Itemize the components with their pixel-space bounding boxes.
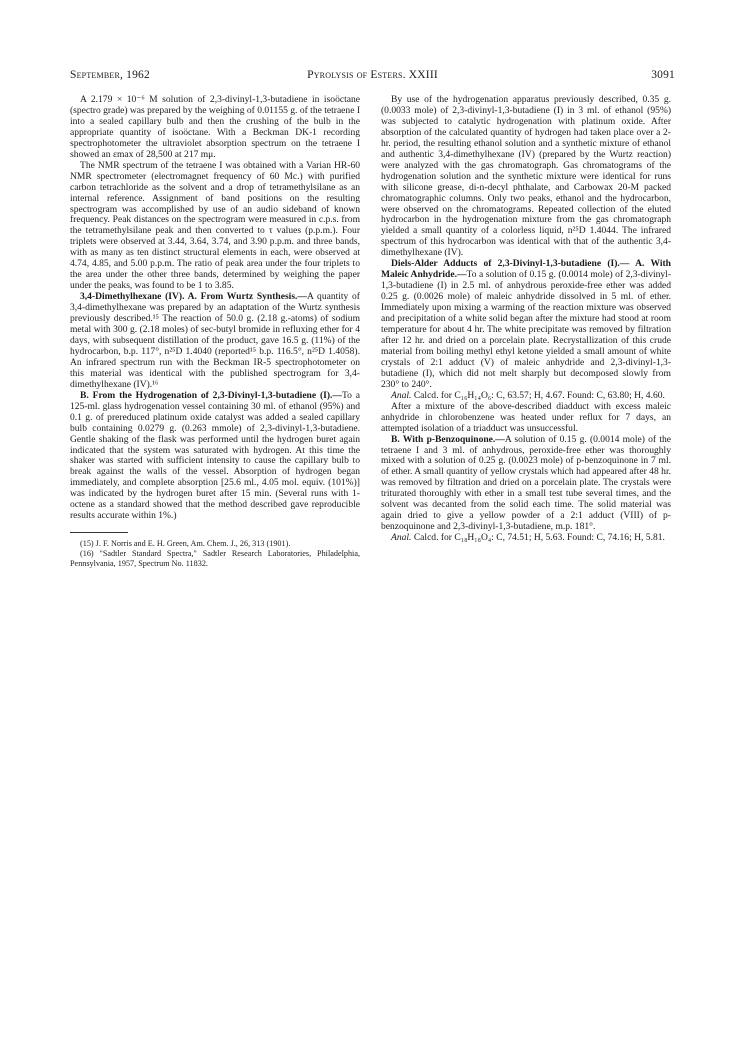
section-heading-hydrogenation: B. From the Hydrogenation of 2,3-Divinyl-1,3-butadiene (I).—	[80, 389, 342, 401]
triadduct-paragraph: After a mixture of the above-described diadduct with excess maleic anhydride in chlorobenzene was heated under reflux for 7 days, an attempted isolation of a triadduct was unsuccessful.	[381, 400, 671, 434]
anal-label: Anal.	[391, 389, 412, 401]
section-heading-dimethylhexane: 3,4-Dimethylhexane (IV). A. From Wurtz Synthesis.—	[80, 291, 307, 303]
analysis-benzoquinone-adduct	[381, 533, 671, 544]
analysis-benzoquinone-text: Calcd. for C₁₈H₁₈O₄: C, 74.51; H, 5.63. Found: C, 74.16; H, 5.81.	[413, 532, 665, 544]
benzoquinone-paragraph	[381, 435, 671, 534]
hydrogenation-paragraph	[70, 391, 360, 522]
uv-spectrum-paragraph: A 2.179 × 10⁻⁶ M solution of 2,3-divinyl-1,3-butadiene in isoöctane (spectro grade) was prepared by the weighing of 0.01155 g. of the tetraene I into a sealed capillary bulb and then the crushing of the bulb in the appropriate quantity of isoöctane. With a Beckman DK-1 recording spectrophotometer the ultraviolet absorption spectrum on the tetraene I showed an εmax of 28,500 at 217 mμ.	[70, 94, 360, 160]
running-header-title: Pyrolysis of Esters. XXIII	[307, 69, 438, 81]
maleic-anhydride-text: To a solution of 0.15 g. (0.0014 mole) of 2,3-divinyl-1,3-butadiene (I) in 2.5 ml. of anhydrous peroxide-free ether was added 0.25 g. (0.0026 mole) of maleic anhydride dissolved in 5 ml. of ether. Immediately upon mixing a warming of the reaction mixture was observed and precipitation of a white solid began after the mixture had stood at room temperature for about 4 hr. The white precipitate was removed by filtration after 12 hr. and dried on a porcelain plate. Recrystallization of this crude material from boiling methyl ethyl ketone yielded a small amount of white crystals of 2:1 adduct (V) of maleic anhydride and 2,3-divinyl-1,3-butadiene (I), which did not melt sharply but decomposed slowly from 230° to 240°.	[381, 269, 671, 390]
section-heading-diels-alder: Diels-Alder Adducts of 2,3-Divinyl-1,3-butadiene (I).— A. With Maleic Anhydride.—	[381, 258, 671, 281]
analysis-diadduct-text: Calcd. for C₁₆H₁₄O₆: C, 63.57; H, 4.67. Found: C, 63.80; H, 4.60.	[413, 389, 665, 401]
hydrogenation-text: To a 125-ml. glass hydrogenation vessel containing 30 ml. of ethanol (95%) and 0.1 g. of prereduced platinum oxide catalyst was added a sealed capillary bulb containing 0.0279 g. (0.263 mmole) of 2,3-divinyl-1,3-butadiene. Gentle shaking of the flask was performed until the hydrogen buret again indicated that the system was saturated with hydrogen. At this time the shaker was started with sufficient intensity to cause the capillary bulb to break against the walls of the vessel. Absorption of hydrogen began immediately, and complete absorption [25.6 ml., 4.05 mol. equiv. (101%)] was indicated by the hydrogen buret after 15 min. (Several runs with 1-octene as a standard showed that the method described gave reproducible results accurate within 1%.)	[70, 389, 360, 522]
footnote-16: (16) "Sadtler Standard Spectra," Sadtler Research Laboratories, Philadelphia, Pennsylvania, 1957, Spectrum No. 11832.	[70, 549, 360, 569]
page-number: 3091	[651, 69, 675, 81]
wurtz-synthesis-text: A quantity of 3,4-dimethylhexane was prepared by an adaptation of the Wurtz synthesis previously described.¹⁵ The reaction of 50.0 g. (2.18 g.-atoms) of sodium metal with 300 g. (2.18 moles) of sec-butyl bromide in refluxing ether for 4 days, with subsequent distillation of the product, gave 16.5 g. (11%) of the hydrocarbon, b.p. 117°, n²⁵D 1.4040 (reported¹⁵ b.p. 116.5°, n²⁵D 1.4058). An infrared spectrum run with the Beckman IR-5 spectrophotometer on this material was identical with the published spectrogram for 3,4-dimethylhexane (IV).¹⁶	[70, 291, 360, 390]
gas-chromatography-paragraph: By use of the hydrogenation apparatus previously described, 0.35 g. (0.0033 mole) of 2,3-divinyl-1,3-butadiene (I) in 3 ml. of ethanol (95%) was subjected to catalytic hydrogenation with platinum oxide. After absorption of the calculated quantity of hydrogen had taken place over a 2-hr. period, the resulting ethanol solution and a synthetic mixture of ethanol and authentic 3,4-dimethylhexane (IV) (prepared by the Wurtz reaction) were analyzed with the gas chromatograph. Gas chromatograms of the hydrogenation solution and the synthetic mixture were identical for runs with silicone grease, di-n-decyl phthalate, and Carbowax 20-M packed chromatographic columns. Only two peaks, ethanol and the hydrocarbon, were observed on the chromatograms. Repeated collection of the eluted hydrocarbon in the hydrogenation mixture from the gas chromatograph yielded a small quantity of a colorless liquid, n²⁵D 1.4044. The infrared spectrum of this hydrocarbon was identical with that of the authentic 3,4-dimethylhexane (IV).	[381, 94, 671, 259]
footnote-15: (15) J. F. Norris and E. H. Green, Am. Chem. J., 26, 313 (1901).	[80, 539, 291, 549]
right-column	[381, 95, 671, 544]
benzoquinone-text: A solution of 0.15 g. (0.0014 mole) of the tetraene I and 3 ml. of anhydrous, peroxide-free ether was thoroughly mixed with a solution of 0.25 g. (0.0023 mole) of p-benzoquinone in 7 ml. of ether. A small quantity of yellow crystals which had appeared after 48 hr. was removed by filtration and dried on a porcelain plate. The crystals were triturated thoroughly with ether in a small test tube several times, and the solvent was decanted from the solid each time. The solid material was again dried to give a yellow powder of a 2:1 adduct (VIII) of p-benzoquinone and 2,3-divinyl-1,3-butadiene, m.p. 181°.	[381, 433, 671, 533]
footnote-divider	[70, 532, 128, 533]
section-heading-benzoquinone: B. With p-Benzoquinone.—	[391, 433, 505, 445]
anal-label: Anal.	[391, 532, 412, 544]
wurtz-synthesis-paragraph	[70, 292, 360, 391]
maleic-anhydride-paragraph	[381, 259, 671, 390]
left-column	[70, 95, 360, 569]
nmr-spectrum-paragraph: The NMR spectrum of the tetraene I was obtained with a Varian HR-60 NMR spectrometer (electromagnet frequency of 60 Mc.) with purified carbon tetrachloride as the solvent and a drop of tetramethylsilane as an internal reference. Assignment of band positions on the resulting spectrogram was accomplished by use of an audio sideband of known frequency. Peak distances on the spectrogram were measured in c.p.s. from the tetramethylsilane peak and then converted to τ values (p.p.m.). Four triplets were observed at 3.44, 3.64, 3.74, and 3.90 p.p.m. and three bands, with as many as ten distinct structural elements in each, were observed at 4.74, 4.85, and 5.00 p.p.m. The ratio of peak area under the four triplets to the area under the other three bands, determined by weighing the paper under the peaks, was found to be 1 to 3.85.	[70, 159, 360, 292]
running-header-date: September, 1962	[70, 69, 150, 81]
